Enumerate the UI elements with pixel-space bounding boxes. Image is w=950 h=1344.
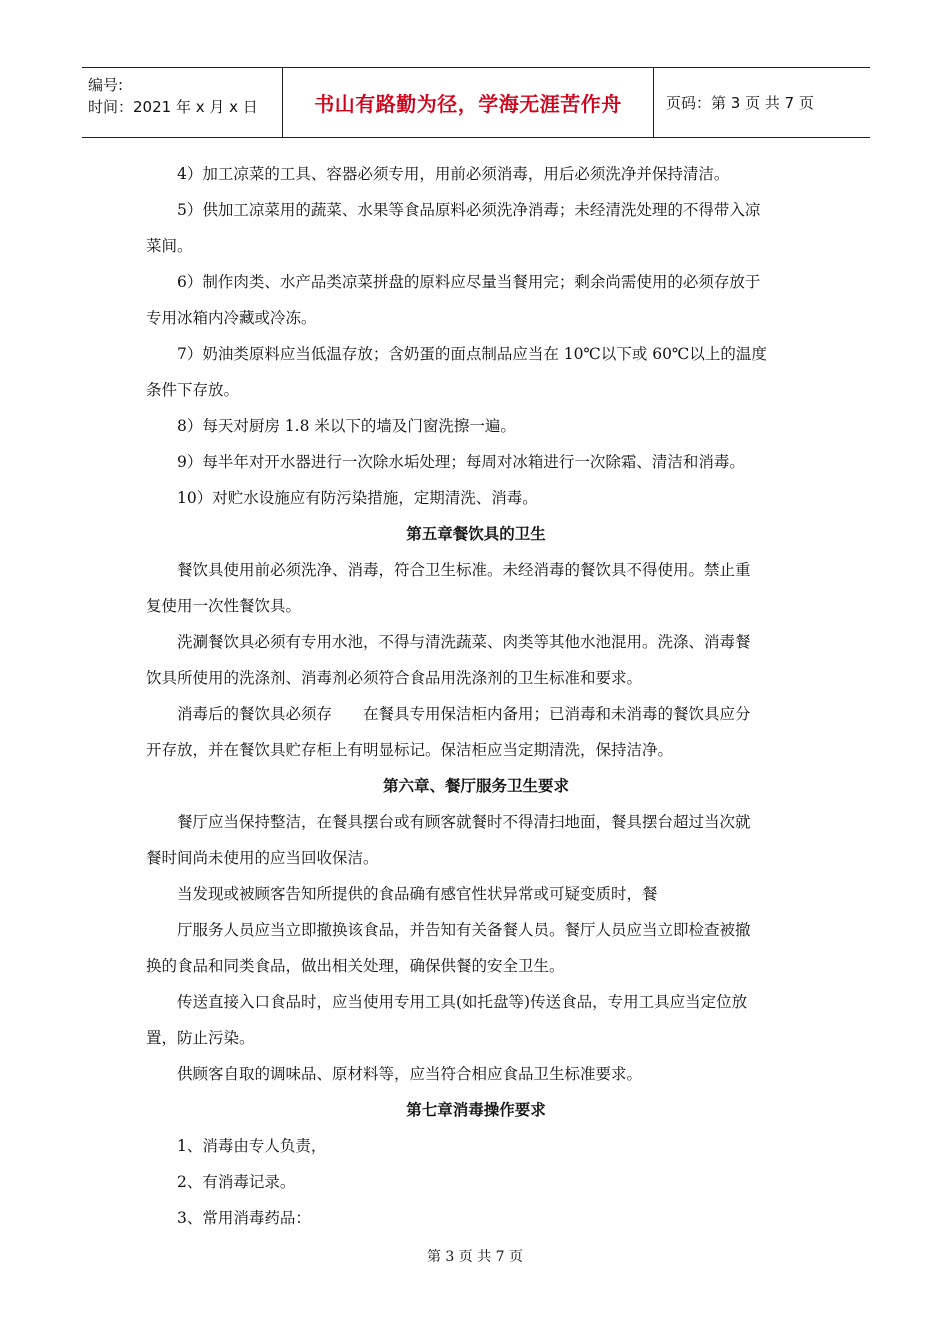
paragraph-continuation: 饮具所使用的洗涤剂、消毒剂必须符合食品用洗涤剂的卫生标准和要求。 <box>146 669 643 687</box>
paragraph: 传送直接入口食品时，应当使用专用工具(如托盘等)传送食品，专用工具应当定位放 <box>177 993 748 1011</box>
header-motto: 书山有路勤为径，学海无涯苦作舟 <box>283 68 654 137</box>
list-item: 3、常用消毒药品： <box>177 1209 311 1227</box>
paragraph-continuation: 开存放，并在餐饮具贮存柜上有明显标记。保洁柜应当定期清洗，保持洁净。 <box>146 741 674 759</box>
paragraph: 7）奶油类原料应当低温存放；含奶蛋的面点制品应当在 10℃以下或 60℃以上的温度 <box>177 345 767 363</box>
chapter-heading: 第五章餐饮具的卫生 <box>406 524 546 543</box>
paragraph: 餐饮具使用前必须洗净、消毒，符合卫生标准。未经消毒的餐饮具不得使用。禁止重 <box>177 561 751 579</box>
paragraph: 4）加工凉菜的工具、容器必须专用，用前必须消毒，用后必须洗净并保持清洁。 <box>177 165 730 183</box>
header-meta <box>82 68 283 137</box>
chapter-heading: 第六章、餐厅服务卫生要求 <box>382 776 569 795</box>
paragraph: 消毒后的餐饮具必须存 在餐具专用保洁柜内备用；已消毒和未消毒的餐饮具应分 <box>177 705 751 723</box>
paragraph: 8）每天对厨房 1.8 米以下的墙及门窗洗擦一遍。 <box>177 417 516 435</box>
paragraph-continuation: 专用冰箱内冷藏或冷冻。 <box>146 309 317 327</box>
time-label: 时间：2021 年 x 月 x 日 <box>88 98 258 116</box>
chapter-heading: 第七章消毒操作要求 <box>406 1100 546 1119</box>
paragraph-continuation: 菜间。 <box>146 237 193 255</box>
paragraph-continuation: 条件下存放。 <box>146 381 240 399</box>
list-item: 1、消毒由专人负责， <box>177 1137 327 1155</box>
page-footer: 第 3 页 共 7 页 <box>426 1249 524 1265</box>
paragraph: 厅服务人员应当立即撤换该食品，并告知有关备餐人员。餐厅人员应当立即检查被撤 <box>177 921 751 939</box>
number-label: 编号: <box>88 76 124 94</box>
paragraph-continuation: 餐时间尚未使用的应当回收保洁。 <box>146 849 379 867</box>
header-page-info: 页码：第 3 页 共 7 页 <box>666 94 814 112</box>
paragraph: 洗涮餐饮具必须有专用水池，不得与清洗蔬菜、肉类等其他水池混用。洗涤、消毒餐 <box>177 633 751 651</box>
paragraph: 6）制作肉类、水产品类凉菜拼盘的原料应尽量当餐用完；剩余尚需使用的必须存放于 <box>177 273 761 291</box>
paragraph-continuation: 置，防止污染。 <box>146 1029 255 1047</box>
document-body <box>146 156 806 1236</box>
paragraph-continuation: 换的食品和同类食品，做出相关处理，确保供餐的安全卫生。 <box>146 957 565 975</box>
paragraph-continuation: 复使用一次性餐饮具。 <box>146 597 302 615</box>
paragraph: 当发现或被顾客告知所提供的食品确有感官性状异常或可疑变质时，餐 <box>177 885 658 903</box>
paragraph: 10）对贮水设施应有防污染措施，定期清洗、消毒。 <box>177 489 538 507</box>
list-item: 2、有消毒记录。 <box>177 1173 296 1191</box>
paragraph: 供顾客自取的调味品、原材料等，应当符合相应食品卫生标准要求。 <box>177 1065 643 1083</box>
paragraph: 5）供加工凉菜用的蔬菜、水果等食品原料必须洗净消毒；未经清洗处理的不得带入凉 <box>177 201 761 219</box>
paragraph: 餐厅应当保持整洁，在餐具摆台或有顾客就餐时不得清扫地面，餐具摆台超过当次就 <box>177 813 751 831</box>
paragraph: 9）每半年对开水器进行一次除水垢处理；每周对冰箱进行一次除霜、清洁和消毒。 <box>177 453 745 471</box>
document-header <box>82 67 870 138</box>
